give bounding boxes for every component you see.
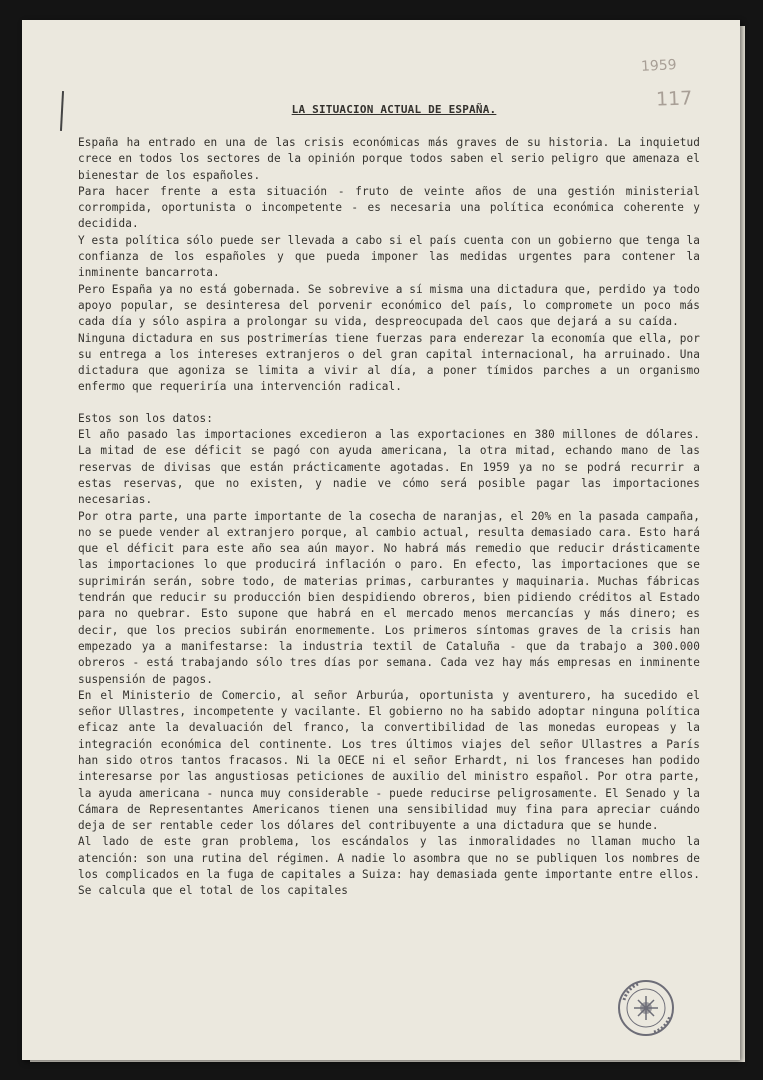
document-page <box>22 20 740 1060</box>
pencil-page-number: 117 <box>655 87 693 111</box>
document-body <box>78 103 700 900</box>
section-data: Estos son los datos: El año pasado las importaciones excedieron a las exportaciones en 380 millones de dólares. La mitad de ese déficit se pagó con ayuda americana, la otra mitad, echando mano de las reservas de divisas que están prácticamente agotadas. En 1959 ya no se podrá recurrir a estas reservas, que no existen, y nadie ve cómo será posible pagar las importaciones necesarias. Por otra parte, una parte importante de la cosecha de naranjas, el 20% en la pasada campaña, no se puede vender al extranjero porque, al cambio actual, resulta demasiado cara. Esto hará que el déficit para este año sea aún mayor. No habrá más remedio que reducir drásticamente las importaciones lo que producirá inflación o paro. En efecto, las importaciones que se suprimirán serán, sobre todo, de materias primas, carburantes y maquinaria. Muchas fábricas tendrán que reducir su producción bien despidiendo obreros, bien pidiendo créditos al Estado para no quebrar. Esto supone que habrá en el mercado menos mercancías y más dinero; es decir, que los precios subirán enormemente. Los primeros síntomas graves de la crisis han empezado ya a manifestarse: la industria textil de Cataluña - que da trabajo a 300.000 obreros - está trabajando sólo tres días por semana. Cada vez hay más empresas en inminente suspensión de pagos. En el Ministerio de Comercio, al señor Arburúa, oportunista y aventurero, ha sucedido el señor Ullastres, incompetente y vacilante. El gobierno no ha sabido adoptar ninguna política eficaz ante la devaluación del franco, la convertibilidad de las monedas europeas y la integración económica del continente. Los tres últimos viajes del señor Ullastres a París han sido otros tantos fracasos. Ni la OECE ni el señor Erhardt, ni los franceses han podido interesarse por las angustiosas peticiones de auxilio del ministro español. Por otra parte, la ayuda americana - nunca muy considerable - puede reducirse peligrosamente. El Senado y la Cámara de Representantes Americanos tienen una sensibilidad muy fina para apreciar cuándo deja de ser rentable ceder los dólares del contribuyente a una dictadura que se hunde. Al lado de este gran problema, los escándalos y las inmoralidades no llaman mucho la atención: son una rutina del régimen. A nadie lo asombra que no se publiquen los nombres de los complicados en la fuga de capitales a Suiza: hay demasiada gente importante entre ellos. Se calcula que el total de los capitales <box>78 411 700 898</box>
margin-mark <box>60 91 64 131</box>
library-stamp-icon <box>616 978 676 1038</box>
section-intro: España ha entrado en una de las crisis económicas más graves de su historia. La inquietud crece en todos los sectores de la opinión porque todos saben el serio peligro que amenaza el bienestar de los españoles. Para hacer frente a esta situación - fruto de veinte años de una gestión ministerial corrompida, oportunista o incompetente - es necesaria una política económica coherente y decidida. Y esta política sólo puede ser llevada a cabo si el país cuenta con un gobierno que tenga la confianza de los españoles y que pueda imponer las medidas urgentes para contener la inminente bancarrota. Pero España ya no está gobernada. Se sobrevive a sí misma una dictadura que, perdido ya todo apoyo popular, se desinteresa del porvenir económico del país, lo compromete un poco más cada día y sólo aspira a prolongar su vida, despreocupada del caos que dejará a su caída. Ninguna dictadura en sus postrimerías tiene fuerzas para enderezar la economía que ella, por su entrega a los intereses extranjeros o del gran capital internacional, ha arruinado. Una dictadura que agoniza se limita a vivir al día, a poner tímidos parches a un organismo enfermo que requeriría una intervención radical. <box>78 136 700 394</box>
section-gap <box>78 396 700 411</box>
pencil-year-annotation: 1959 <box>640 57 678 75</box>
document-title: LA SITUACION ACTUAL DE ESPAÑA. <box>291 103 497 116</box>
